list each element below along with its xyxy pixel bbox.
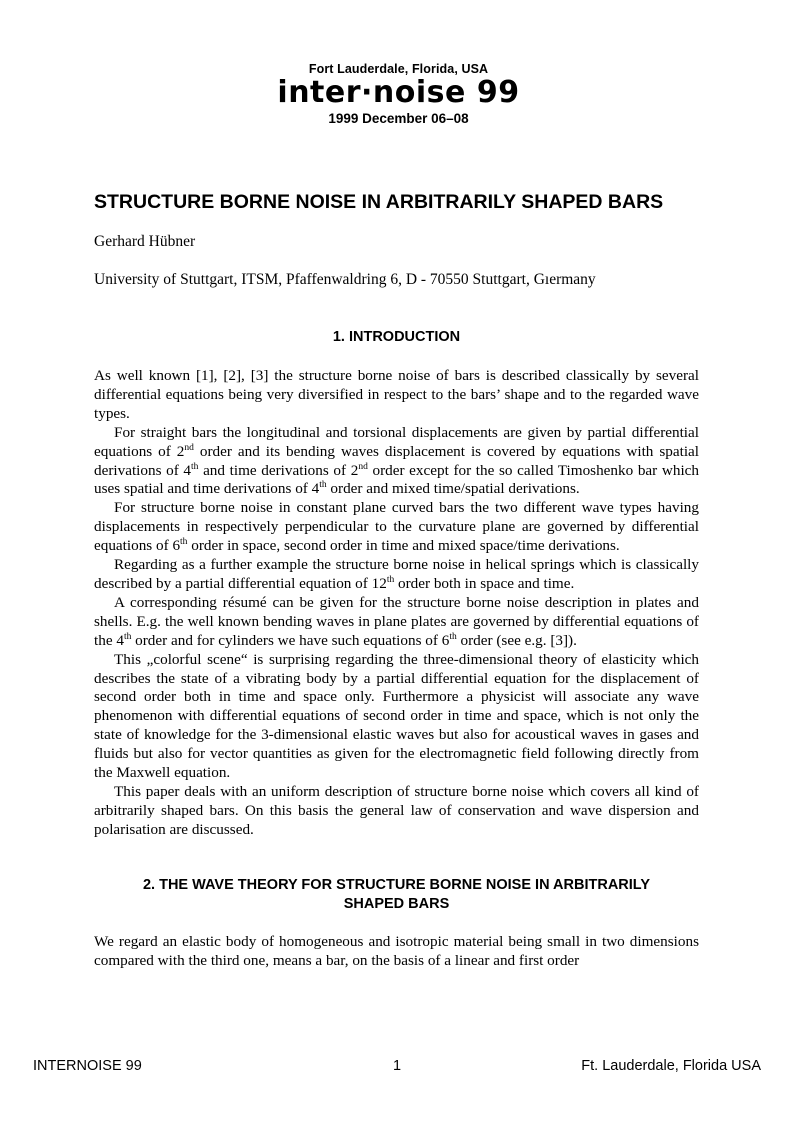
paragraph: For straight bars the longitudinal and torsional displacements are given by partial differential equations of 2nd order and its bending waves displacement is covered by equations with spatial derivations of 4th and time derivations of 2nd order except for the so called Timoshenko bar which uses spatial and time derivations of 4th order and mixed time/spatial derivations.: [94, 423, 699, 498]
conference-logo: inter·noise 99: [277, 75, 520, 110]
paragraph: A corresponding résumé can be given for the structure borne noise description in plates and shells. E.g. the well known bending waves in plane plates are governed by differential equations of the 4th order and for cylinders we have such equations of 6th order (see e.g. [3]).: [94, 593, 699, 649]
paragraph: As well known [1], [2], [3] the structure borne noise of bars is described classically by several differential equations being very diversified in respect to the bars’ shape and to the regarded wave types.: [94, 367, 699, 422]
section-1-heading: 1. INTRODUCTION: [332, 329, 461, 345]
section-2-body: [94, 933, 699, 971]
footer-right: Ft. Lauderdale, Florida USA: [581, 1058, 761, 1074]
section-2-heading-line: 2. THE WAVE THEORY FOR STRUCTURE BORNE NOISE IN ARBITRARILY: [142, 877, 650, 893]
section-2-heading-line: SHAPED BARS: [343, 896, 450, 912]
section-1-body: [94, 367, 699, 840]
paragraph: This „colorful scene“ is surprising regarding the three-dimensional theory of elasticity which describes the state of a vibrating body by a partial differential equation for the displacement of second order both in time and space only. Furthermore a physicist will associate any wave phenomenon with differential equations of second order in time and space, which is not only the state of knowledge for the 3-dimensional elastic waves but also for acoustical waves in gases and fluids but also for vector quantities as given for the electromagnetic field following directly from the Maxwell equation.: [94, 650, 699, 782]
paper-title: STRUCTURE BORNE NOISE IN ARBITRARILY SHAPED BARS: [94, 191, 664, 213]
paragraph: For structure borne noise in constant plane curved bars the two different wave types having displacements in respectively perpendicular to the curvature plane are governed by differential equations of 6th order in space, second order in time and mixed space/time derivations.: [94, 499, 699, 555]
paragraph: This paper deals with an uniform description of structure borne noise which covers all kind of arbitrarily shaped bars. On this basis the general law of conservation and wave dispersion and polarisation are discussed.: [94, 782, 699, 838]
paragraph: We regard an elastic body of homogeneous and isotropic material being small in two dimensions compared with the third one, means a bar, on the basis of a linear and first order: [94, 933, 699, 969]
author-affiliation: University of Stuttgart, ITSM, Pfaffenwaldring 6, D - 70550 Stuttgart, Gıermany: [94, 271, 596, 288]
footer-left: INTERNOISE 99: [33, 1058, 142, 1074]
section-2-heading: [94, 876, 699, 914]
paragraph: Regarding as a further example the structure borne noise in helical springs which is classically described by a partial differential equation of 12th order both in space and time.: [94, 556, 699, 592]
page-number: 1: [393, 1058, 402, 1074]
author-name: Gerhard Hübner: [94, 233, 196, 250]
conference-header: [0, 62, 793, 126]
conference-date: 1999 December 06–08: [328, 111, 469, 126]
conference-place: Fort Lauderdale, Florida, USA: [308, 62, 489, 76]
